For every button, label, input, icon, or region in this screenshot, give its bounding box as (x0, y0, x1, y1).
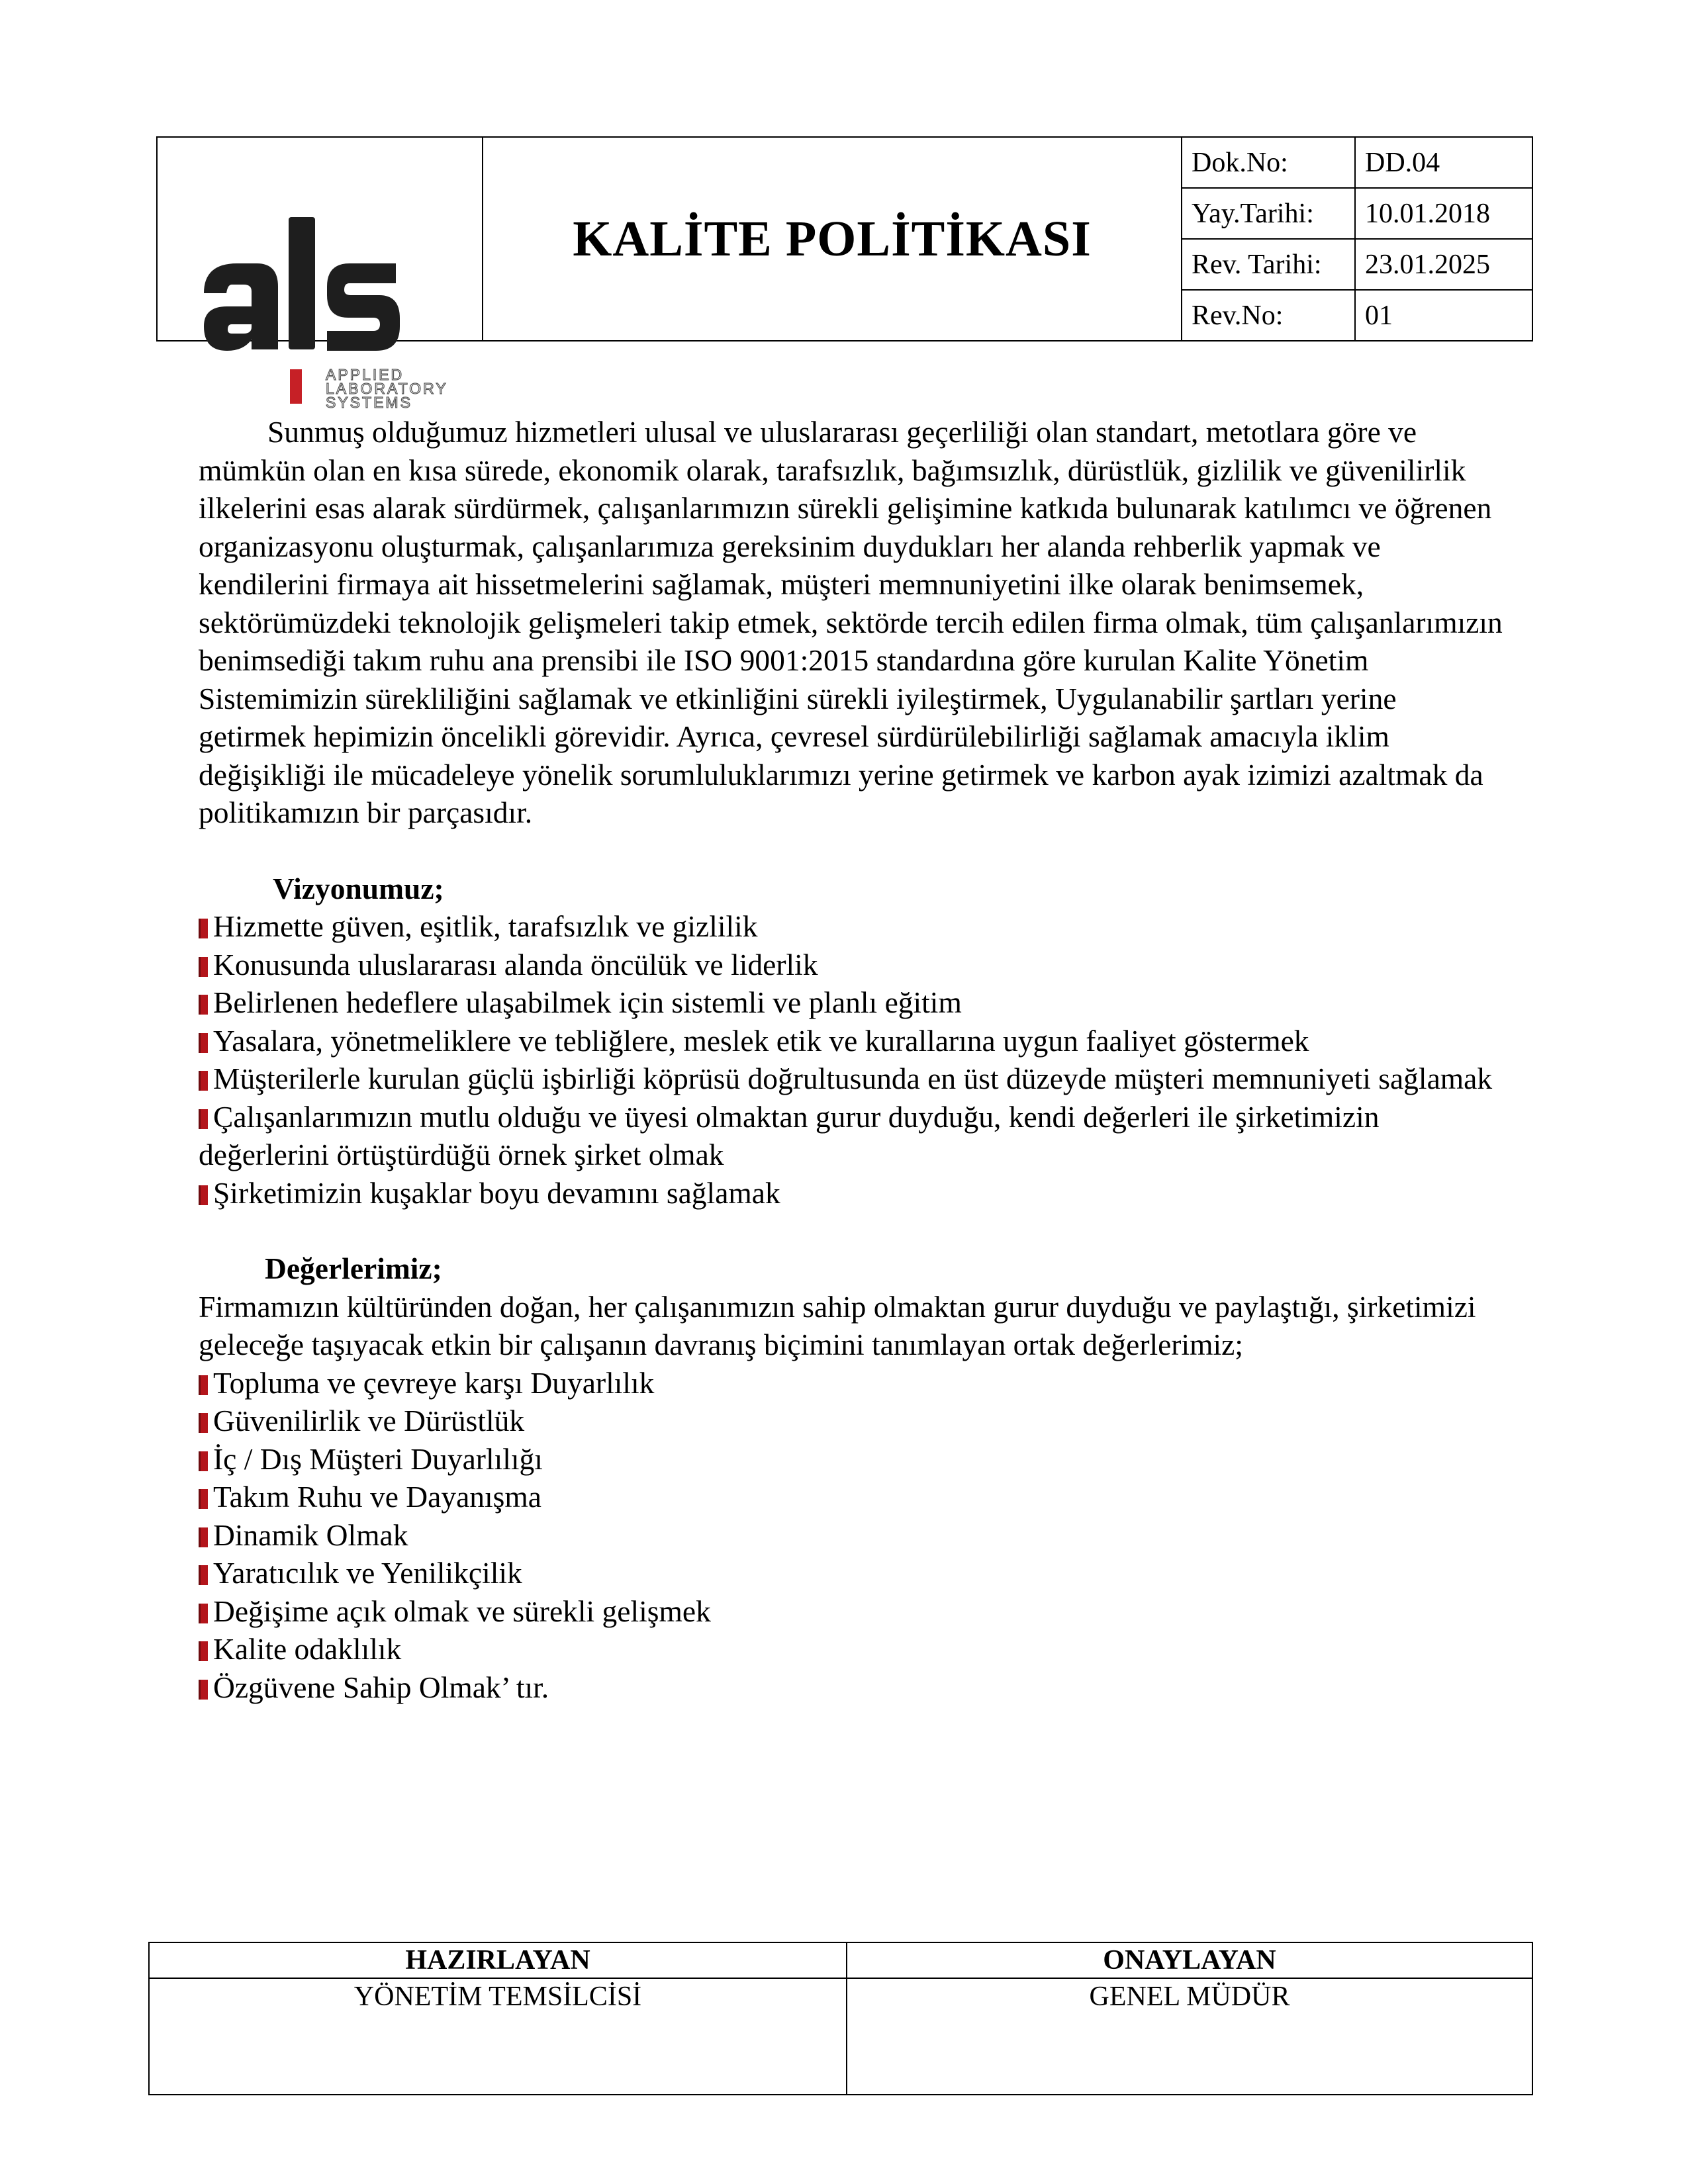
bullet-icon (199, 1185, 208, 1205)
meta-row-revision-date (1182, 240, 1532, 291)
list-item: Konusunda uluslararası alanda öncülük ve liderlik (199, 946, 1509, 984)
bullet-icon (199, 1680, 208, 1700)
bullet-icon (199, 1413, 208, 1433)
bullet-icon (199, 1451, 208, 1471)
bullet-icon (199, 1565, 208, 1585)
meta-value: 23.01.2025 (1365, 249, 1490, 280)
list-item: Hizmette güven, eşitlik, tarafsızlık ve gizlilik (199, 907, 1509, 946)
list-item: İç / Dış Müşteri Duyarlılığı (199, 1440, 1509, 1479)
bullet-icon (199, 1071, 208, 1091)
bullet-icon (199, 1604, 208, 1623)
meta-value: 01 (1365, 300, 1393, 331)
prepared-label: HAZIRLAYAN (150, 1943, 846, 1979)
values-heading: Değerlerimiz; (265, 1251, 442, 1285)
meta-row-revision-no (1182, 291, 1532, 340)
list-item: Değişime açık olmak ve sürekli gelişmek (199, 1592, 1509, 1631)
document-meta (1182, 138, 1532, 340)
title-cell (483, 138, 1182, 340)
approved-role: GENEL MÜDÜR (1089, 1981, 1290, 2012)
list-item: Güvenilirlik ve Dürüstlük (199, 1402, 1509, 1440)
meta-label: Rev.No: (1182, 291, 1356, 340)
meta-label: Rev. Tarihi: (1182, 240, 1356, 289)
list-item: Belirlenen hedeflere ulaşabilmek için sistemli ve planlı eğitim (199, 983, 1509, 1022)
approved-column (847, 1943, 1532, 2094)
prepared-role: YÖNETİM TEMSİLCİSİ (353, 1981, 642, 2012)
list-item: Yaratıcılık ve Yenilikçilik (199, 1554, 1509, 1592)
approved-label: ONAYLAYAN (847, 1943, 1532, 1979)
bullet-icon (199, 1033, 208, 1053)
vision-list (199, 907, 1509, 1212)
bullet-icon (199, 1489, 208, 1509)
approval-table (148, 1942, 1533, 2095)
bullet-icon (199, 957, 208, 977)
document-title: KALİTE POLİTİKASI (573, 210, 1092, 267)
logo-subtitle-line1: APPLIED (326, 366, 404, 383)
list-item: Çalışanlarımızın mutlu olduğu ve üyesi olmaktan gurur duyduğu, kendi değerleri ile şirketimizin değerlerini örtüştürdüğü örnek şirket olmak (199, 1099, 1380, 1171)
values-intro: Firmamızın kültüründen doğan, her çalışanımızın sahip olmaktan gurur duyduğu ve paylaştığı, şirketimizi geleceğe taşıyacak etkin bir çalışanın davranış biçimini tanımlayan ortak değerlerimiz; (199, 1289, 1476, 1361)
meta-value: DD.04 (1365, 147, 1440, 178)
values-list (199, 1364, 1509, 1707)
logo-cell (158, 138, 483, 411)
bullet-icon (199, 1641, 208, 1661)
document-header (156, 136, 1533, 411)
list-item: Dinamik Olmak (199, 1516, 1509, 1555)
vision-heading: Vizyonumuz; (273, 871, 444, 905)
meta-row-publish-date (1182, 189, 1532, 240)
bullet-icon (199, 1109, 208, 1129)
list-item: Özgüvene Sahip Olmak’ tır. (199, 1668, 1509, 1707)
list-item: Kalite odaklılık (199, 1630, 1509, 1668)
meta-label: Yay.Tarihi: (1182, 189, 1356, 238)
document-body (199, 413, 1509, 1706)
logo-subtitle-line2: LABORATORY (326, 380, 448, 397)
bullet-icon (199, 995, 208, 1015)
meta-label: Dok.No: (1182, 138, 1356, 187)
policy-paragraph: Sunmuş olduğumuz hizmetleri ulusal ve uluslararası geçerliliği olan standart, metotlara göre ve mümkün olan en kısa sürede, ekonomik olarak, tarafsızlık, bağımsızlık, dürüstlük, gizlilik ve güvenilirlik ilkelerini esas alarak sürdürmek, çalışanlarımızın sürekli gelişimine katkıda bulunarak katılımcı ve öğrenen organizasyonu oluşturmak, çalışanlarımıza gereksinim duydukları her alanda rehberlik yapmak ve kendilerini firmaya ait hissetmelerini sağlamak, müşteri memnuniyetini ilke olarak benimsemek, sektörümüzdeki teknolojik gelişmeleri takip etmek, sektörde tercih edilen firma olmak, tüm çalışanlarımızın benimsediği takım ruhu ana prensibi ile ISO 9001:2015 standardına göre kurulan Kalite Yönetim Sistemimizin sürekliliğini sağlamak ve etkinliğini sürekli iyileştirmek, Uygulanabilir şartları yerine getirmek hepimizin öncelikli görevidir. Ayrıca, çevresel sürdürülebilirliği sağlamak amacıyla iklim değişikliği ile mücadeleye yönelik sorumluluklarımızı yerine getirmek ve karbon ayak izimizi azaltmak da politikamızın bir parçasıdır. (199, 415, 1503, 829)
list-item: Yasalara, yönetmeliklere ve tebliğlere, meslek etik ve kurallarına uygun faaliyet göstermek (199, 1022, 1509, 1060)
meta-value: 10.01.2018 (1365, 198, 1490, 229)
prepared-column (150, 1943, 847, 2094)
meta-row-doc-no (1182, 138, 1532, 189)
list-item: Takım Ruhu ve Dayanışma (199, 1478, 1509, 1516)
bullet-icon (199, 1527, 208, 1547)
list-item: Şirketimizin kuşaklar boyu devamını sağlamak (199, 1174, 1509, 1212)
bullet-icon (199, 919, 208, 938)
list-item: Müşterilerle kurulan güçlü işbirliği köprüsü doğrultusunda en üst düzeyde müşteri memnuniyeti sağlamak (199, 1060, 1509, 1098)
bullet-icon (199, 1375, 208, 1395)
logo-subtitle-line3: SYSTEMS (326, 394, 412, 411)
list-item: Topluma ve çevreye karşı Duyarlılık (199, 1364, 1509, 1402)
